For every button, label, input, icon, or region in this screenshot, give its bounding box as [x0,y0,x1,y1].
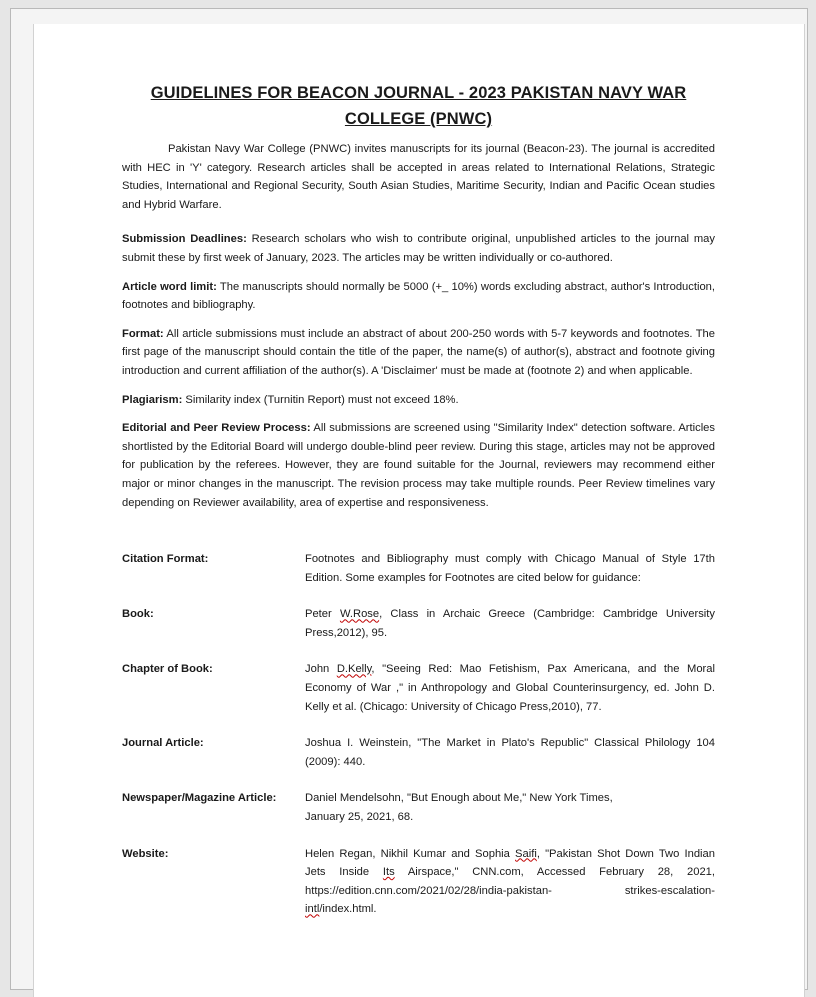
section-text: Research scholars who wish to contribute original, unpublished articles to the journal may submit these by first week of January, 2023. The articles may be written individually or co-authored. [122,233,715,264]
citation-label: Journal Article: [122,737,204,750]
citation-text: Daniel Mendelsohn, "But Enough about Me," New York Times, January 25, 2021, 68. [305,792,613,824]
citation-row-chapter [122,660,715,716]
citation-row-website [122,845,715,919]
section-plagiarism [122,391,715,410]
citation-text: Footnotes and Bibliography must comply with Chicago Manual of Style 17th Edition. Some examples for Footnotes are cited below for guidance: [305,553,715,584]
spellcheck-word[interactable]: W.Rose [339,608,380,621]
section-text: All submissions are screened using "Similarity Index" detection software. Articles shortlisted by the Editorial Board will undergo double-blind peer review. During this stage, articles may not be approved for publication by the referees. However, they are found suitable for the Journal, reviewers may recommend either major or minor changes in the manuscript. The revision process may take multiple rounds. Peer Review timelines vary depending on Reviewer availability, area of expertise and responsiveness. [122,422,715,509]
citation-row-book [122,605,715,642]
spellcheck-word[interactable]: D.Kelly [336,663,372,676]
citation-label: Newspaper/Magazine Article: [122,792,277,805]
document-window [10,8,808,990]
section-format [122,325,715,381]
citation-text: Peter W.Rose, Class in Archaic Greece (Cambridge: Cambridge University Press,2012), 95. [305,608,715,639]
section-submission-deadlines [122,230,715,267]
citation-text: John D.Kelly, "Seeing Red: Mao Fetishism, Pax Americana, and the Moral Economy of War ," in Anthropology and Global Counterinsurgency, ed. John D. Kelly et al. (Chicago: University of Chicago Press,2010), 77. [305,663,715,713]
spellcheck-word[interactable]: Its [382,866,395,879]
document-body [122,80,715,937]
citation-row-newspaper [122,789,715,826]
citation-label: Citation Format: [122,553,209,566]
spellcheck-word[interactable]: Saifi [515,847,537,860]
citation-text: Joshua I. Weinstein, "The Market in Plato's Republic" Classical Philology 104 (2009): 440. [305,737,715,768]
spacer [122,522,715,550]
intro-paragraph: Pakistan Navy War College (PNWC) invites manuscripts for its journal (Beacon-23). The journal is accredited with HEC in 'Y' category. Research articles shall be accepted in areas related to International Relations, Strategic Studies, International and Regional Security, South Asian Studies, Maritime Security, Indian and Pacific Ocean studies and Hybrid Warfare. [122,143,715,211]
section-label: Submission Deadlines: [122,233,247,246]
citation-text: Helen Regan, Nikhil Kumar and Sophia Saifi, "Pakistan Shot Down Two Indian Jets Inside Its Airspace," CNN.com, Accessed February 28, 2021, https://edition.cnn.com/2021/02/28/india-pakistan- strikes-escalation-intl/index.html. [305,847,715,916]
section-peer-review [122,419,715,512]
document-page [33,24,805,997]
document-title: GUIDELINES FOR BEACON JOURNAL - 2023 PAKISTAN NAVY WAR COLLEGE (PNWC) [150,84,687,128]
citation-row-format [122,550,715,587]
section-text: Similarity index (Turnitin Report) must not exceed 18%. [182,393,459,406]
citation-label: Website: [122,847,169,860]
section-label: Format: [122,327,164,340]
citation-row-journal [122,734,715,771]
citation-label: Chapter of Book: [122,663,213,676]
section-label: Article word limit: [122,280,217,293]
spellcheck-word[interactable]: intl [305,903,320,916]
section-text: The manuscripts should normally be 5000 (+_ 10%) words excluding abstract, author's Introduction, footnotes and bibliography. [122,280,716,312]
section-label: Editorial and Peer Review Process: [122,422,311,435]
section-label: Plagiarism: [122,393,183,406]
section-word-limit [122,278,715,315]
section-text: All article submissions must include an abstract of about 200-250 words with 5-7 keywords and footnotes. The first page of the manuscript should contain the title of the paper, the name(s) of author(s), abstract and footnote giving introduction and current affiliation of the author(s). A 'Disclaimer' must be made at (footnote 2) and when applicable. [122,327,715,377]
citation-label: Book: [122,608,154,621]
